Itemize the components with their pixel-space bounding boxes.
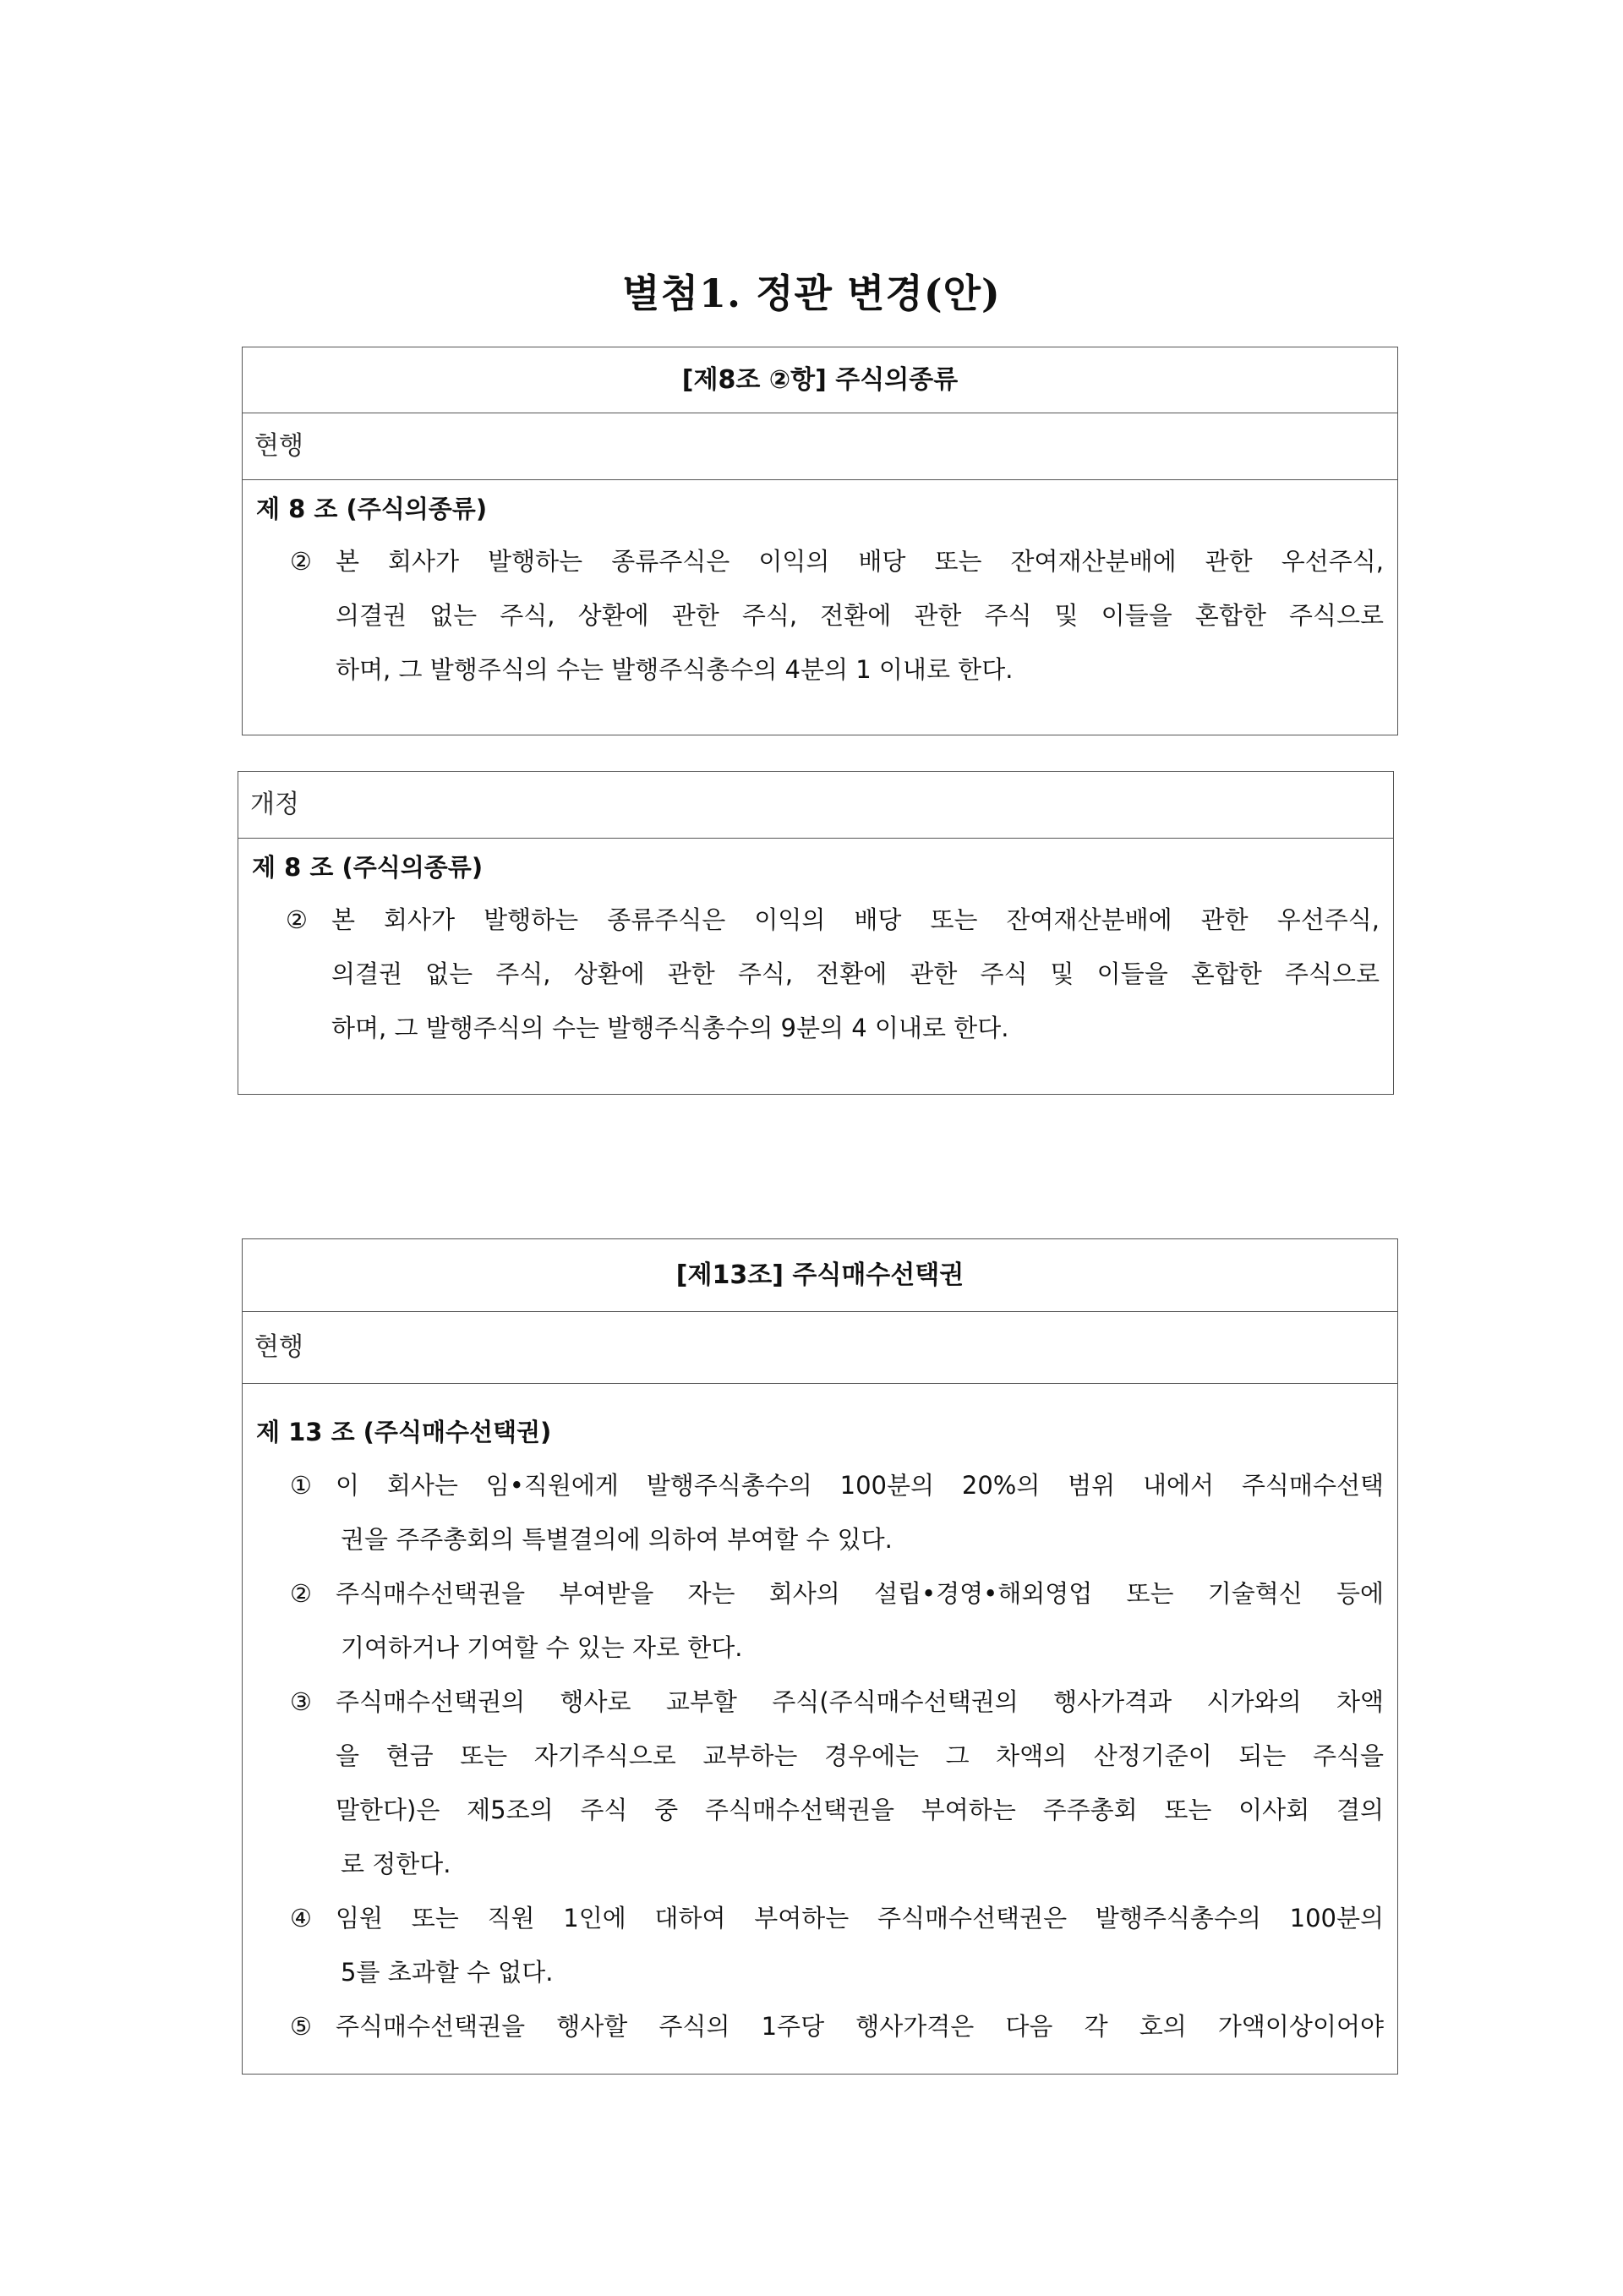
- paragraph-mark: ②: [286, 905, 308, 934]
- paragraph-line: 말한다)은 제5조의 주식 중 주식매수선택권을 부여하는 주주총회 또는 이사회 결의: [336, 1796, 1384, 1824]
- paragraph-line: 임원 또는 직원 1인에 대하여 부여하는 주식매수선택권은 발행주식총수의 100분의: [336, 1904, 1384, 1932]
- paragraph-line: 이 회사는 임•직원에게 발행주식총수의 100분의 20%의 범위 내에서 주식매수선택: [336, 1471, 1384, 1500]
- paragraph-line: 하며, 그 발행주식의 수는 발행주식총수의 4분의 1 이내로 한다.: [336, 655, 1014, 684]
- paragraph: [238, 893, 1393, 1055]
- paragraph-line: 권을 주주총회의 특별결의에 의하여 부여할 수 있다.: [341, 1525, 893, 1554]
- section-header: [제8조 ②항] 주식의종류: [243, 347, 1397, 413]
- paragraph-line: 의결권 없는 주식, 상환에 관한 주식, 전환에 관한 주식 및 이들을 혼합한 주식으로: [336, 601, 1384, 630]
- paragraph-mark: ①: [290, 1471, 312, 1500]
- paragraph-line: 본 회사가 발행하는 종류주식은 이익의 배당 또는 잔여재산분배에 관한 우선주식,: [331, 905, 1380, 934]
- document-title: 별첨1. 정관 변경(안): [622, 271, 1001, 316]
- section-article8-revised: [238, 771, 1394, 1095]
- paragraph-line: 주식매수선택권을 행사할 주식의 1주당 행사가격은 다음 각 호의 가액이상이어야: [336, 2012, 1384, 2041]
- paragraph: [243, 534, 1397, 697]
- article-heading: 제 13 조 (주식매수선택권): [256, 1418, 552, 1446]
- paragraph-line: 5를 초과할 수 없다.: [341, 1958, 554, 1987]
- paragraph-line: 을 현금 또는 자기주식으로 교부하는 경우에는 그 차액의 산정기준이 되는 주식을: [336, 1741, 1384, 1770]
- paragraph-mark: ③: [290, 1687, 312, 1716]
- paragraph-line: 하며, 그 발행주식의 수는 발행주식총수의 9분의 4 이내로 한다.: [331, 1014, 1009, 1042]
- section-article13-current: [242, 1238, 1398, 2075]
- paragraph-line: 로 정한다.: [341, 1850, 451, 1878]
- article-heading: 제 8 조 (주식의종류): [252, 853, 484, 882]
- paragraph-line: 주식매수선택권의 행사로 교부할 주식(주식매수선택권의 행사가격과 시가와의 차액: [336, 1687, 1384, 1716]
- paragraph-line: 기여하거나 기여할 수 있는 자로 한다.: [341, 1633, 743, 1662]
- paragraph-line: 주식매수선택권을 부여받을 자는 회사의 설립•경영•해외영업 또는 기술혁신 등에: [336, 1579, 1384, 1608]
- paragraph-mark: ②: [290, 547, 312, 576]
- paragraph-line: 본 회사가 발행하는 종류주식은 이익의 배당 또는 잔여재산분배에 관한 우선주식,: [336, 547, 1384, 576]
- section-article8-current: [242, 347, 1398, 735]
- paragraph-line: 의결권 없는 주식, 상환에 관한 주식, 전환에 관한 주식 및 이들을 혼합한 주식으로: [331, 959, 1380, 988]
- section-header: [제13조] 주식매수선택권: [243, 1239, 1397, 1312]
- paragraph-4: [243, 1891, 1397, 1999]
- paragraph-5: [243, 1999, 1397, 2053]
- paragraph-1: [243, 1458, 1397, 1566]
- article-heading: 제 8 조 (주식의종류): [256, 495, 488, 523]
- current-label: 현행: [243, 413, 1397, 480]
- paragraph-2: [243, 1566, 1397, 1675]
- current-label: 현행: [243, 1312, 1397, 1384]
- paragraph-mark: ④: [290, 1904, 312, 1932]
- paragraph-3: [243, 1675, 1397, 1891]
- paragraph-mark: ⑤: [290, 2012, 312, 2041]
- paragraph-mark: ②: [290, 1579, 312, 1608]
- revised-label: 개정: [238, 772, 1393, 839]
